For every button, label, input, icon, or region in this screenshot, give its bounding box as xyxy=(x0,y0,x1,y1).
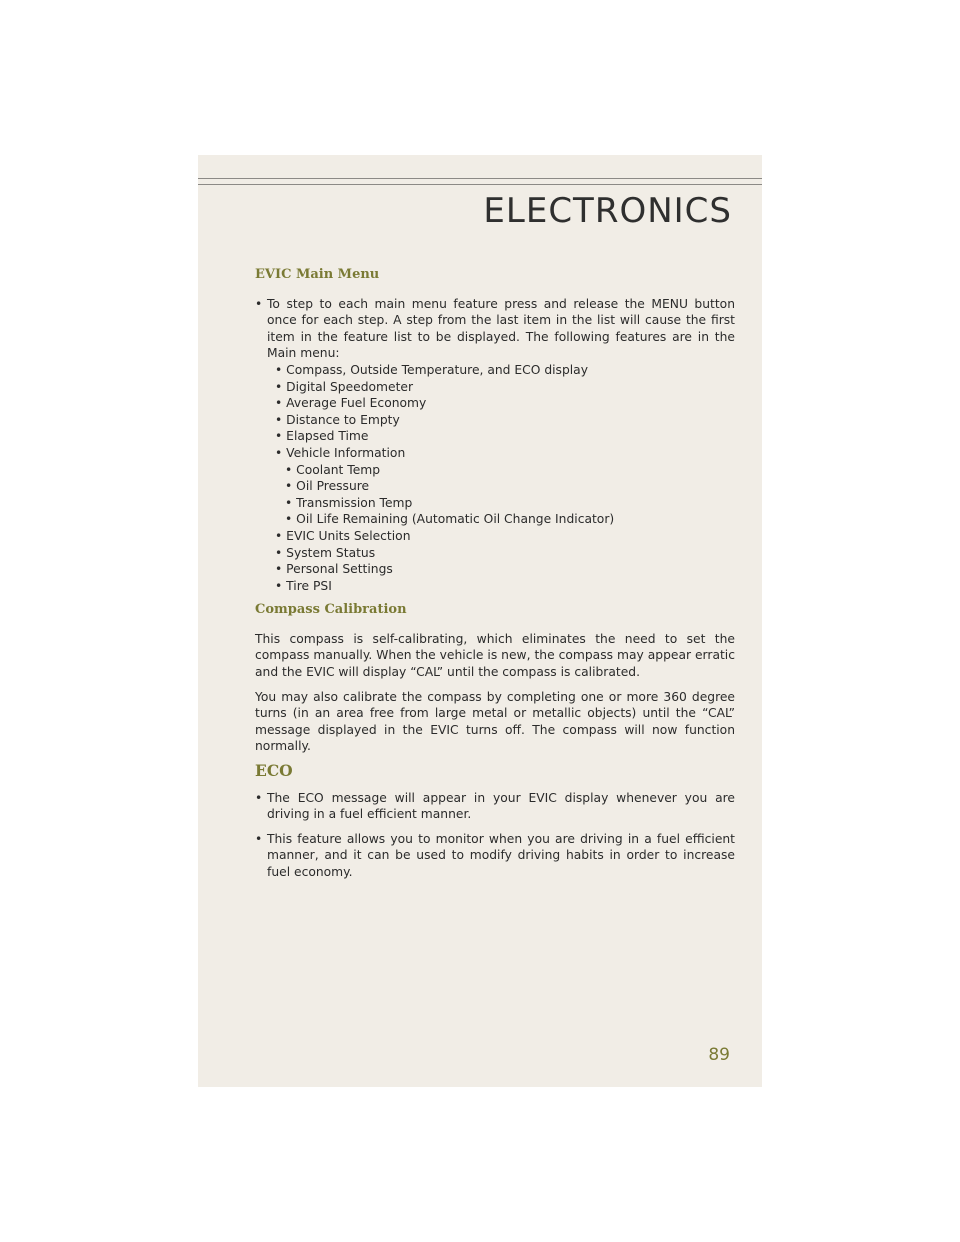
list-item: • EVIC Units Selection xyxy=(275,528,411,543)
list-item: • Tire PSI xyxy=(275,578,332,593)
list-item: • System Status xyxy=(275,545,376,560)
list-item: • Average Fuel Economy xyxy=(275,396,427,411)
list-item: • Transmission Temp xyxy=(285,495,413,510)
list-item: • Digital Speedometer xyxy=(275,379,414,394)
list-item: • Oil Life Remaining (Automatic Oil Change Indicator) xyxy=(285,512,615,527)
page-content xyxy=(255,267,735,889)
eco-bullet-text: This feature allows you to monitor when you are driving in a fuel efficient manner, and it can be used to modify driving habits in order to increase fuel economy. xyxy=(267,831,735,879)
list-item: • Distance to Empty xyxy=(275,412,400,427)
eco-bullet xyxy=(255,790,735,823)
compass-paragraph: This compass is self-calibrating, which eliminates the need to set the compass manually. When the vehicle is new, the compass may appear erratic and the EVIC will display “CAL” until the compass is calibrated. xyxy=(255,631,735,680)
header-rule xyxy=(198,178,762,179)
list-item: • Oil Pressure xyxy=(285,479,370,494)
list-item: • Vehicle Information • Coolant Temp • Oil Pressure • Transmission Temp • Oil Life Remaining (Automatic Oil Change Indicator) xyxy=(275,445,735,528)
bullet-icon: • xyxy=(255,831,263,846)
eco-bullet-text: The ECO message will appear in your EVIC display whenever you are driving in a fuel efficient manner. xyxy=(267,790,735,822)
evic-intro: To step to each main menu feature press and release the MENU button once for each step. A step from the last item in the list will cause the first item in the feature list to be displayed. The following features are in the Main menu: xyxy=(267,296,735,361)
page-number: 89 xyxy=(708,1045,730,1065)
manual-page xyxy=(198,155,762,1087)
list-item: • Coolant Temp xyxy=(285,462,381,477)
section-title: ELECTRONICS xyxy=(483,191,732,231)
list-item: • Compass, Outside Temperature, and ECO display xyxy=(275,362,588,377)
compass-heading: Compass Calibration xyxy=(255,602,407,618)
header-rule xyxy=(198,184,762,185)
vehicle-info-list xyxy=(275,462,735,528)
eco-bullet xyxy=(255,831,735,881)
evic-bullet xyxy=(255,296,735,595)
bullet-icon: • xyxy=(255,296,263,311)
bullet-icon: • xyxy=(255,790,263,805)
eco-heading: ECO xyxy=(255,761,293,781)
list-item: • Personal Settings xyxy=(275,562,393,577)
list-item: • Elapsed Time xyxy=(275,429,369,444)
main-menu-list xyxy=(267,362,735,594)
evic-heading: EVIC Main Menu xyxy=(255,267,380,282)
compass-paragraph: You may also calibrate the compass by completing one or more 360 degree turns (in an area free from large metal or metallic objects) until the “CAL” message displayed in the EVIC turns off. The compass will now function normally. xyxy=(255,689,735,754)
